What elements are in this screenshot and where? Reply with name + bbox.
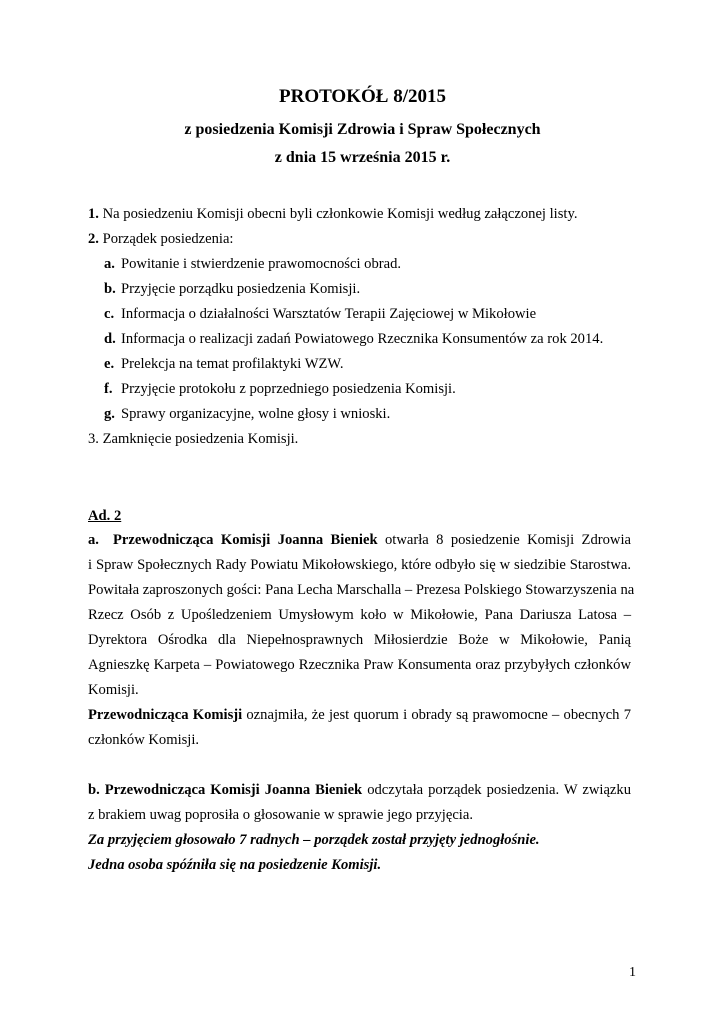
ad2-vote-result: Za przyjęciem głosowało 7 radnych – porządek został przyjęty jednogłośnie. [88, 832, 540, 848]
agenda-text: Przyjęcie protokołu z poprzedniego posiedzenia Komisji. [121, 381, 456, 397]
ad2-a-line: Powitała zaproszonych gości: Pana Lecha Marschalla – Prezesa Polskiego Stowarzyszenia na [88, 582, 635, 598]
ad2-heading: Ad. 2 [88, 508, 122, 524]
item-1-text: Na posiedzeniu Komisji obecni byli członkowie Komisji według załączonej listy. [98, 206, 578, 222]
ad2-b-line [88, 781, 631, 799]
agenda-item [104, 255, 402, 273]
document-title: PROTOKÓŁ 8/2015 [279, 86, 446, 107]
item-2-number: 2. [88, 231, 99, 247]
agenda-item [104, 330, 604, 348]
ad2-a-line: i Spraw Społecznych Rady Powiatu Mikołowskiego, które odbyło się w siedzibie Starostwa. [88, 557, 631, 573]
document-subtitle: z posiedzenia Komisji Zdrowia i Spraw Społecznych [184, 121, 541, 138]
ad2-b-chair-name: b. Przewodnicząca Komisji Joanna Bieniek [88, 782, 363, 798]
agenda-letter: a. [104, 256, 115, 272]
ad2-quorum-line: członków Komisji. [88, 732, 200, 748]
ad2-a-line: Komisji. [88, 682, 139, 698]
item-1-number: 1. [88, 206, 99, 222]
ad2-a-letter: a. [88, 532, 99, 548]
ad2-late-note: Jedna osoba spóźniła się na posiedzenie Komisji. [88, 857, 382, 873]
ad2-a-text: otwarła 8 posiedzenie Komisji Zdrowia [377, 532, 631, 548]
ad2-b-line: z brakiem uwag poprosiła o głosowanie w sprawie jego przyjęcia. [88, 807, 473, 823]
item-3: 3. Zamknięcie posiedzenia Komisji. [88, 431, 299, 447]
agenda-text: Prelekcja na temat profilaktyki WZW. [121, 356, 344, 372]
ad2-a-line [88, 531, 631, 549]
ad2-a-line: Dyrektora Ośrodka dla Niepełnosprawnych Miłosierdzie Boże w Mikołowie, Panią [88, 632, 631, 648]
agenda-item [104, 405, 391, 423]
agenda-text: Przyjęcie porządku posiedzenia Komisji. [121, 281, 361, 297]
item-1 [88, 205, 577, 223]
agenda-item [104, 305, 537, 323]
page-number: 1 [629, 965, 636, 980]
agenda-letter: d. [104, 331, 116, 347]
ad2-quorum-text: oznajmiła, że jest quorum i obrady są prawomocne – obecnych 7 [242, 707, 631, 723]
ad2-quorum-line [88, 706, 631, 724]
agenda-text: Informacja o realizacji zadań Powiatowego Rzecznika Konsumentów za rok 2014. [121, 331, 604, 347]
ad2-b-text: odczytała porządek posiedzenia. W związku [362, 782, 631, 798]
item-2 [88, 230, 234, 248]
document-date: z dnia 15 września 2015 r. [274, 149, 451, 166]
agenda-letter: g. [104, 406, 115, 422]
agenda-item [104, 280, 361, 298]
agenda-text: Sprawy organizacyjne, wolne głosy i wnioski. [121, 406, 391, 422]
agenda-letter: c. [104, 306, 115, 322]
agenda-text: Powitanie i stwierdzenie prawomocności obrad. [121, 256, 402, 272]
ad2-quorum-chair: Przewodnicząca Komisji [88, 707, 243, 723]
ad2-a-line: Rzecz Osób z Upośledzeniem Umysłowym koło w Mikołowie, Pana Dariusza Latosa – [88, 607, 631, 623]
agenda-letter: f. [104, 381, 113, 397]
item-2-text: Porządek posiedzenia: [98, 231, 234, 247]
ad2-a-chair-name: Przewodnicząca Komisji Joanna Bieniek [112, 532, 378, 548]
agenda-text: Informacja o działalności Warsztatów Terapii Zajęciowej w Mikołowie [121, 306, 537, 322]
agenda-letter: e. [104, 356, 115, 372]
ad2-a-line: Agnieszkę Karpeta – Powiatowego Rzecznika Praw Konsumenta oraz przybyłych członków [88, 657, 631, 673]
agenda-item [104, 380, 456, 398]
agenda-item [104, 355, 344, 373]
agenda-letter: b. [104, 281, 116, 297]
